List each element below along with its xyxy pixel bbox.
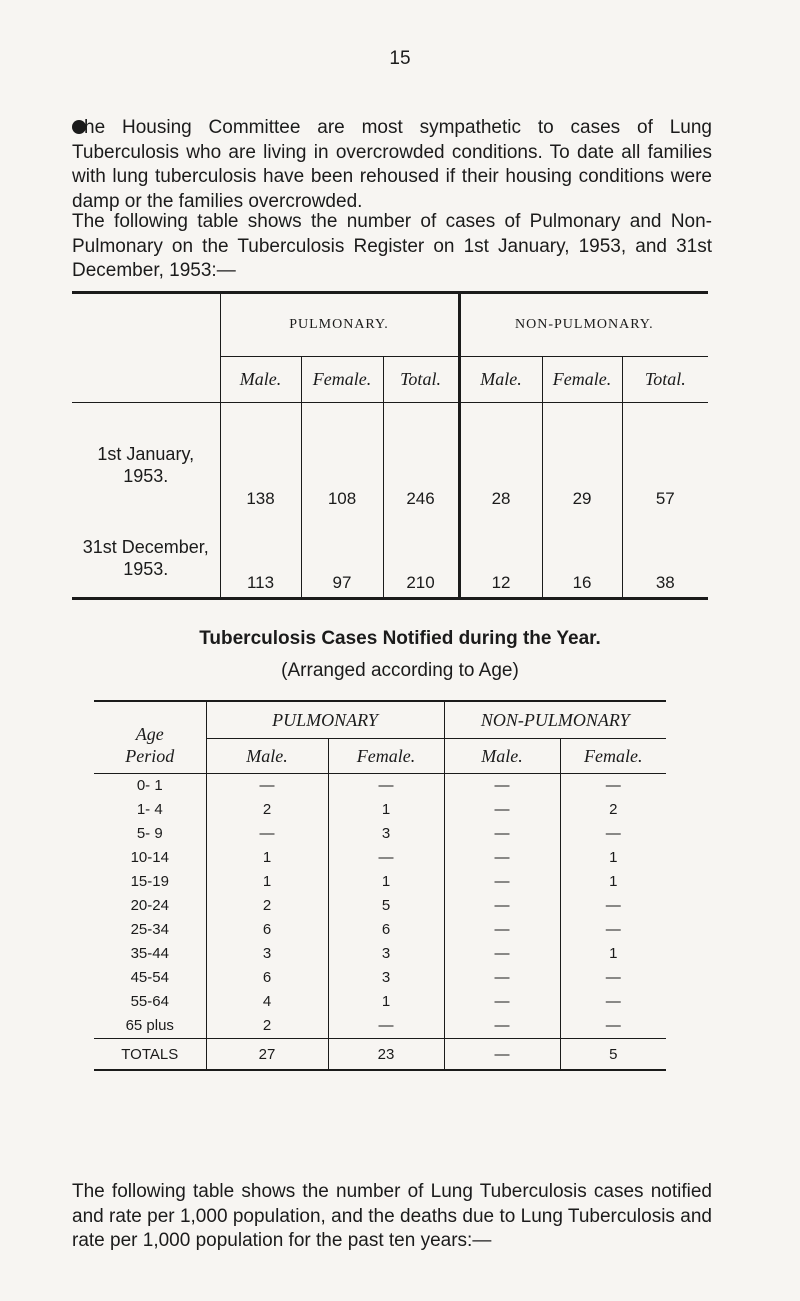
age-cell: — xyxy=(206,822,328,846)
age-cell: — xyxy=(444,822,560,846)
age-cell: 1 xyxy=(328,798,444,822)
age-cell: — xyxy=(206,774,328,799)
register-cell: 16 xyxy=(542,513,622,599)
notified-sub-male: Male. xyxy=(444,739,560,774)
register-cell: 246 xyxy=(383,403,459,514)
age-cell: 6 xyxy=(206,918,328,942)
age-row xyxy=(94,966,666,990)
age-row xyxy=(94,918,666,942)
register-cell: 38 xyxy=(622,513,708,599)
age-cell: — xyxy=(444,894,560,918)
age-cell: 1 xyxy=(206,870,328,894)
age-cell: 3 xyxy=(328,942,444,966)
notified-sub-female: Female. xyxy=(560,739,666,774)
age-period: 45-54 xyxy=(130,969,169,986)
age-cell: 3 xyxy=(206,942,328,966)
age-cell: — xyxy=(444,942,560,966)
notified-table xyxy=(94,700,666,1071)
age-cell: — xyxy=(328,774,444,799)
register-cell: 57 xyxy=(622,403,708,514)
age-row xyxy=(94,990,666,1014)
notified-table-title: Tuberculosis Cases Notified during the Year. xyxy=(199,628,601,649)
register-cell: 29 xyxy=(542,403,622,514)
age-cell: 3 xyxy=(328,822,444,846)
totals-cell: — xyxy=(444,1039,560,1071)
register-table xyxy=(72,291,708,600)
age-cell: 6 xyxy=(328,918,444,942)
totals-label: TOTALS xyxy=(94,1039,206,1071)
register-sub-male: Male. xyxy=(220,357,301,403)
age-cell: — xyxy=(444,870,560,894)
register-cell: 113 xyxy=(220,513,301,599)
notified-group-pulmonary: PULMONARY xyxy=(206,701,444,739)
register-group-pulmonary: PULMONARY. xyxy=(220,293,459,357)
age-cell: 1 xyxy=(560,870,666,894)
notified-sub-female: Female. xyxy=(328,739,444,774)
age-cell: 1 xyxy=(560,942,666,966)
totals-cell: 5 xyxy=(560,1039,666,1071)
register-group-non-pulmonary: NON-PULMONARY. xyxy=(459,293,708,357)
age-period: 55-64 xyxy=(130,993,169,1010)
notified-table-subtitle: (Arranged according to Age) xyxy=(281,660,519,681)
age-cell: 1 xyxy=(328,990,444,1014)
register-row-label: 1st January, 1953. xyxy=(72,403,220,514)
age-row xyxy=(94,822,666,846)
register-cell: 28 xyxy=(459,403,542,514)
register-row xyxy=(72,513,708,599)
age-cell: — xyxy=(328,846,444,870)
age-cell: 2 xyxy=(206,1014,328,1039)
age-cell: 6 xyxy=(206,966,328,990)
age-row xyxy=(94,1014,666,1039)
register-corner xyxy=(72,293,220,357)
age-period: 5- 9 xyxy=(136,825,163,842)
age-cell: 1 xyxy=(328,870,444,894)
notified-table-body xyxy=(94,774,666,1039)
age-row xyxy=(94,894,666,918)
totals-cell: 23 xyxy=(328,1039,444,1071)
age-cell: — xyxy=(444,966,560,990)
totals-row xyxy=(94,1039,666,1071)
age-cell: — xyxy=(444,1014,560,1039)
paragraph-ten-years-intro: The following table shows the number of Lung Tuberculosis cases notified and rate per 1,000 population, and the deaths due to Lung Tuberculosis and rate per 1,000 population for the past ten years:— xyxy=(72,1181,712,1251)
age-cell: — xyxy=(444,918,560,942)
age-cell: — xyxy=(328,1014,444,1039)
age-period: 1- 4 xyxy=(136,801,163,818)
page-number: 15 xyxy=(389,48,411,69)
age-cell: — xyxy=(560,1014,666,1039)
register-sub-total: Total. xyxy=(622,357,708,403)
register-cell: 138 xyxy=(220,403,301,514)
age-cell: — xyxy=(444,990,560,1014)
age-cell: 2 xyxy=(206,798,328,822)
age-row xyxy=(94,846,666,870)
age-period-header: Age Period xyxy=(125,724,175,766)
paragraph-register-intro: The following table shows the number of cases of Pulmonary and Non-Pulmonary on the Tuberculosis Register on 1st January, 1953, and 31st December, 1953:— xyxy=(72,211,712,281)
age-cell: — xyxy=(444,798,560,822)
register-corner-2 xyxy=(72,357,220,403)
age-cell: — xyxy=(560,918,666,942)
age-cell: 5 xyxy=(328,894,444,918)
age-row xyxy=(94,870,666,894)
register-cell: 210 xyxy=(383,513,459,599)
age-cell: — xyxy=(560,990,666,1014)
age-cell: — xyxy=(560,774,666,799)
age-period: 15-19 xyxy=(130,873,169,890)
register-sub-female: Female. xyxy=(301,357,383,403)
age-cell: 1 xyxy=(560,846,666,870)
totals-cell: 27 xyxy=(206,1039,328,1071)
age-period: 25-34 xyxy=(130,921,169,938)
age-cell: 2 xyxy=(206,894,328,918)
age-period: 20-24 xyxy=(130,897,169,914)
age-cell: — xyxy=(560,822,666,846)
register-row xyxy=(72,403,708,514)
register-cell: 12 xyxy=(459,513,542,599)
age-cell: — xyxy=(444,774,560,799)
age-row xyxy=(94,798,666,822)
age-cell: — xyxy=(444,846,560,870)
age-cell: 2 xyxy=(560,798,666,822)
age-cell: 1 xyxy=(206,846,328,870)
age-period: 0- 1 xyxy=(94,774,206,799)
age-row xyxy=(94,942,666,966)
age-row xyxy=(94,774,666,799)
register-cell: 108 xyxy=(301,403,383,514)
age-cell: — xyxy=(560,894,666,918)
register-sub-female: Female. xyxy=(542,357,622,403)
age-period: 65 plus xyxy=(125,1017,174,1034)
age-cell: — xyxy=(560,966,666,990)
age-cell: 3 xyxy=(328,966,444,990)
notified-sub-male: Male. xyxy=(206,739,328,774)
notified-group-non-pulmonary: NON-PULMONARY xyxy=(444,701,666,739)
register-sub-male: Male. xyxy=(459,357,542,403)
register-sub-total: Total. xyxy=(383,357,459,403)
age-period: 10-14 xyxy=(130,849,169,866)
register-row-label: 31st December, 1953. xyxy=(82,537,209,579)
age-cell: 4 xyxy=(206,990,328,1014)
paragraph-housing xyxy=(72,116,712,214)
register-cell: 97 xyxy=(301,513,383,599)
paragraph-housing-text: he Housing Committee are most sympathetic to cases of Lung Tuberculosis who are living in overcrowded conditions. To date all families with lung tuberculosis have been rehoused if their housing conditions were damp or the families overcrowded. xyxy=(72,117,712,212)
age-period: 35-44 xyxy=(130,945,169,962)
